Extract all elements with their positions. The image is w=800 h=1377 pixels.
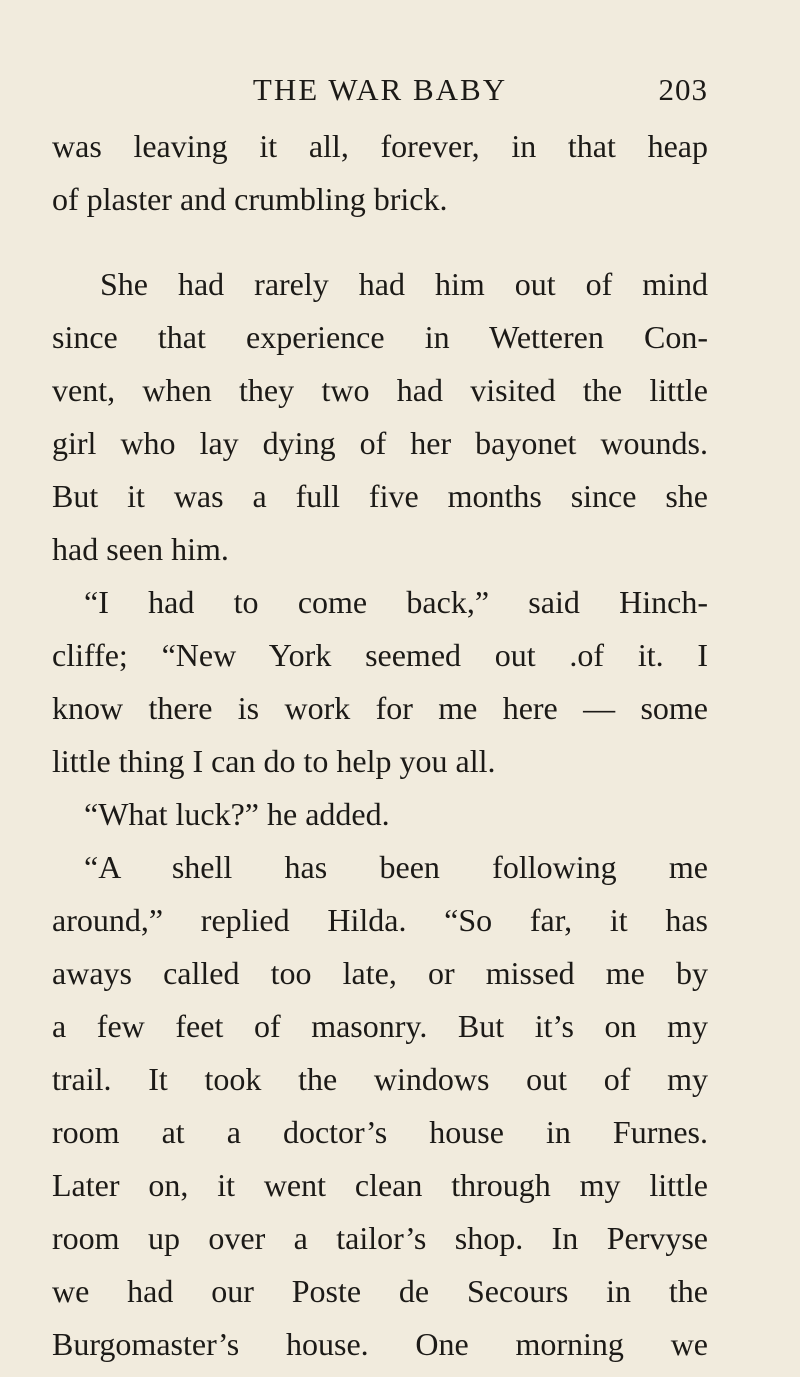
text-line: cliffe; “New York seemed out .of it. I	[52, 637, 708, 673]
text-line: aways called too late, or missed me by	[52, 955, 708, 991]
text-line: trail. It took the windows out of my	[52, 1061, 708, 1097]
text-line: was leaving it all, forever, in that heap	[52, 128, 708, 164]
paragraph-gap	[52, 226, 708, 258]
running-header	[52, 72, 708, 116]
text-line: of plaster and crumbling brick.	[52, 181, 448, 217]
text-line: room at a doctor’s house in Furnes.	[52, 1114, 708, 1150]
text-line: But it was a full five months since she	[52, 478, 708, 514]
text-line: around,” replied Hilda. “So far, it has	[52, 902, 708, 938]
text-line: we had our Poste de Secours in the	[52, 1273, 708, 1309]
text-line: little thing I can do to help you all.	[52, 743, 496, 779]
body-text	[52, 120, 708, 1371]
text-line: vent, when they two had visited the little	[52, 372, 708, 408]
text-line: Later on, it went clean through my little	[52, 1167, 708, 1203]
text-line: “I had to come back,” said Hinch-	[84, 584, 708, 620]
chapter-title: THE WAR BABY	[252, 72, 508, 107]
text-line: had seen him.	[52, 531, 229, 567]
text-line: She had rarely had him out of mind	[100, 266, 708, 302]
text-line: room up over a tailor’s shop. In Pervyse	[52, 1220, 708, 1256]
text-line: know there is work for me here — some	[52, 690, 708, 726]
text-line: since that experience in Wetteren Con-	[52, 319, 708, 355]
text-line: “A shell has been following me	[84, 849, 708, 885]
text-line: a few feet of masonry. But it’s on my	[52, 1008, 708, 1044]
text-line: “What luck?” he added.	[84, 796, 390, 832]
page-number: 203	[658, 72, 708, 107]
text-line: girl who lay dying of her bayonet wounds.	[52, 425, 708, 461]
text-line: Burgomaster’s house. One morning we	[52, 1326, 708, 1362]
